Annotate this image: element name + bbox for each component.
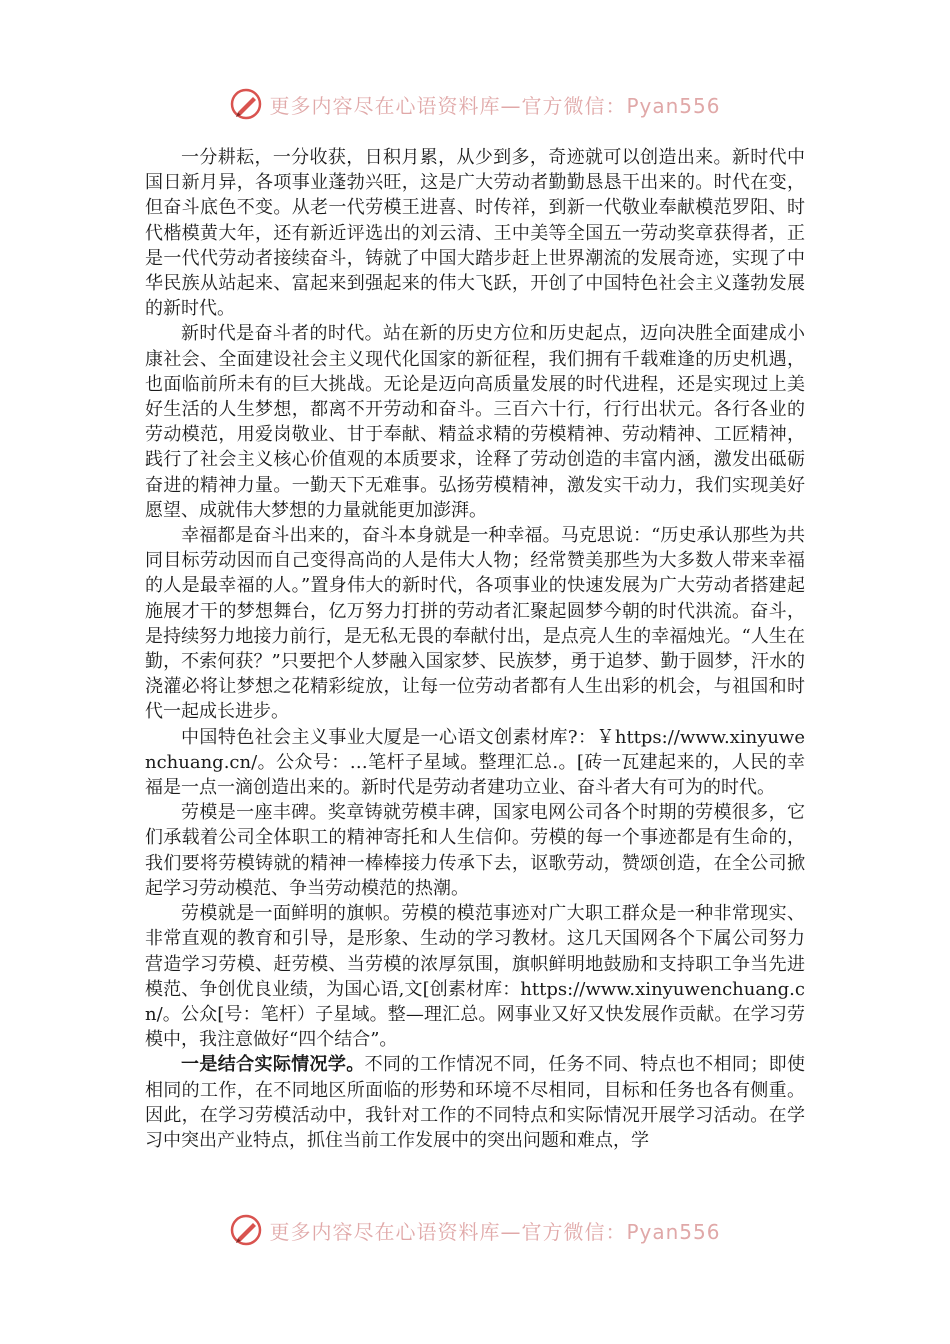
watermark-header [0, 84, 950, 124]
paragraph-7-lead: 一是结合实际情况学。 [181, 1054, 365, 1076]
watermark-text: 更多内容尽在心语资料库—官方微信：Pyan556 [269, 1219, 721, 1244]
paragraph-1: 一分耕耘，一分收获，日积月累，从少到多，奇迹就可以创造出来。新时代中国日新月异，各项事业蓬勃兴旺，这是广大劳动者勤勤恳恳干出来的。时代在变，但奋斗底色不变。从老一代劳模王进喜、时传祥，到新一代敬业奉献模范罗阳、时代楷模黄大年，还有新近评选出的刘云清、王中美等全国五一劳动奖章获得者，正是一代代劳动者接续奋斗，铸就了中国大踏步赶上世界潮流的发展奇迹，实现了中华民族从站起来、富起来到强起来的伟大飞跃，开创了中国特色社会主义蓬勃发展的新时代。 [145, 147, 805, 320]
paragraph-5: 劳模是一座丰碑。奖章铸就劳模丰碑，国家电网公司各个时期的劳模很多，它们承载着公司全体职工的精神寄托和人生信仰。劳模的每一个事迹都是有生命的，我们要将劳模铸就的精神一棒棒接力传承下去，讴歌劳动，赞颂创造，在全公司掀起学习劳动模范、争当劳动模范的热潮。 [145, 802, 805, 899]
watermark-text: 更多内容尽在心语资料库—官方微信：Pyan556 [269, 93, 721, 118]
pen-logo-icon [229, 1213, 263, 1247]
paragraph-2: 新时代是奋斗者的时代。站在新的历史方位和历史起点，迈向决胜全面建成小康社会、全面建设社会主义现代化国家的新征程，我们拥有千载难逢的历史机遇，也面临前所未有的巨大挑战。无论是迈向高质量发展的时代进程，还是实现过上美好生活的人生梦想，都离不开劳动和奋斗。三百六十行，行行出状元。各行各业的劳动模范，用爱岗敬业、甘于奉献、精益求精的劳模精神、劳动精神、工匠精神，践行了社会主义核心价值观的本质要求，诠释了劳动创造的丰富内涵，激发出砥砺奋进的精神力量。一勤天下无难事。弘扬劳模精神，激发实干动力，我们实现美好愿望、成就伟大梦想的力量就能更加澎湃。 [145, 323, 805, 521]
paragraph-6: 劳模就是一面鲜明的旗帜。劳模的模范事迹对广大职工群众是一种非常现实、非常直观的教育和引导，是形象、生动的学习教材。这几天国网各个下属公司努力营造学习劳模、赶劳模、当劳模的浓厚氛围，旗帜鲜明地鼓励和支持职工争当先进模范、争创优良业绩，为国心语,文[创素材库：https://www.xinyuwenchuang.cn/。公众[号：笔杆）子星域。整—理汇总。网事业又好又快发展作贡献。在学习劳模中，我注意做好“四个结合”。 [145, 903, 805, 1051]
pen-logo-icon [229, 87, 263, 121]
paragraph-7-text: 不同的工作情况不同，任务不同、特点也不相同；即使相同的工作，在不同地区所面临的形势和环境不尽相同，目标和任务也各有侧重。因此，在学习劳模活动中，我针对工作的不同特点和实际情况开展学习活动。在学习中突出产业特点，抓住当前工作发展中的突出问题和难点，学 [145, 1054, 806, 1151]
paragraph-3: 幸福都是奋斗出来的，奋斗本身就是一种幸福。马克思说：“历史承认那些为共同目标劳动因而自己变得高尚的人是伟大人物；经常赞美那些为大多数人带来幸福的人是最幸福的人。”置身伟大的新时代，各项事业的快速发展为广大劳动者搭建起施展才干的梦想舞台，亿万努力打拼的劳动者汇聚起圆梦今朝的时代洪流。奋斗，是持续努力地接力前行，是无私无畏的奉献付出，是点亮人生的幸福烛光。“人生在勤，不索何获？”只要把个人梦融入国家梦、民族梦，勇于追梦、勤于圆梦，汗水的浇灌必将让梦想之花精彩绽放，让每一位劳动者都有人生出彩的机会，与祖国和时代一起成长进步。 [145, 525, 805, 723]
paragraph-7 [145, 1052, 805, 1153]
watermark-footer [0, 1210, 950, 1250]
paragraph-4: 中国特色社会主义事业大厦是一心语文创素材库?：￥https://www.xinyuwenchuang.cn/。公众号：…笔杆子星域。整理汇总.。[砖一瓦建起来的，人民的幸福是一点一滴创造出来的。新时代是劳动者建功立业、奋斗者大有可为的时代。 [145, 726, 805, 799]
document-body [145, 145, 805, 1153]
